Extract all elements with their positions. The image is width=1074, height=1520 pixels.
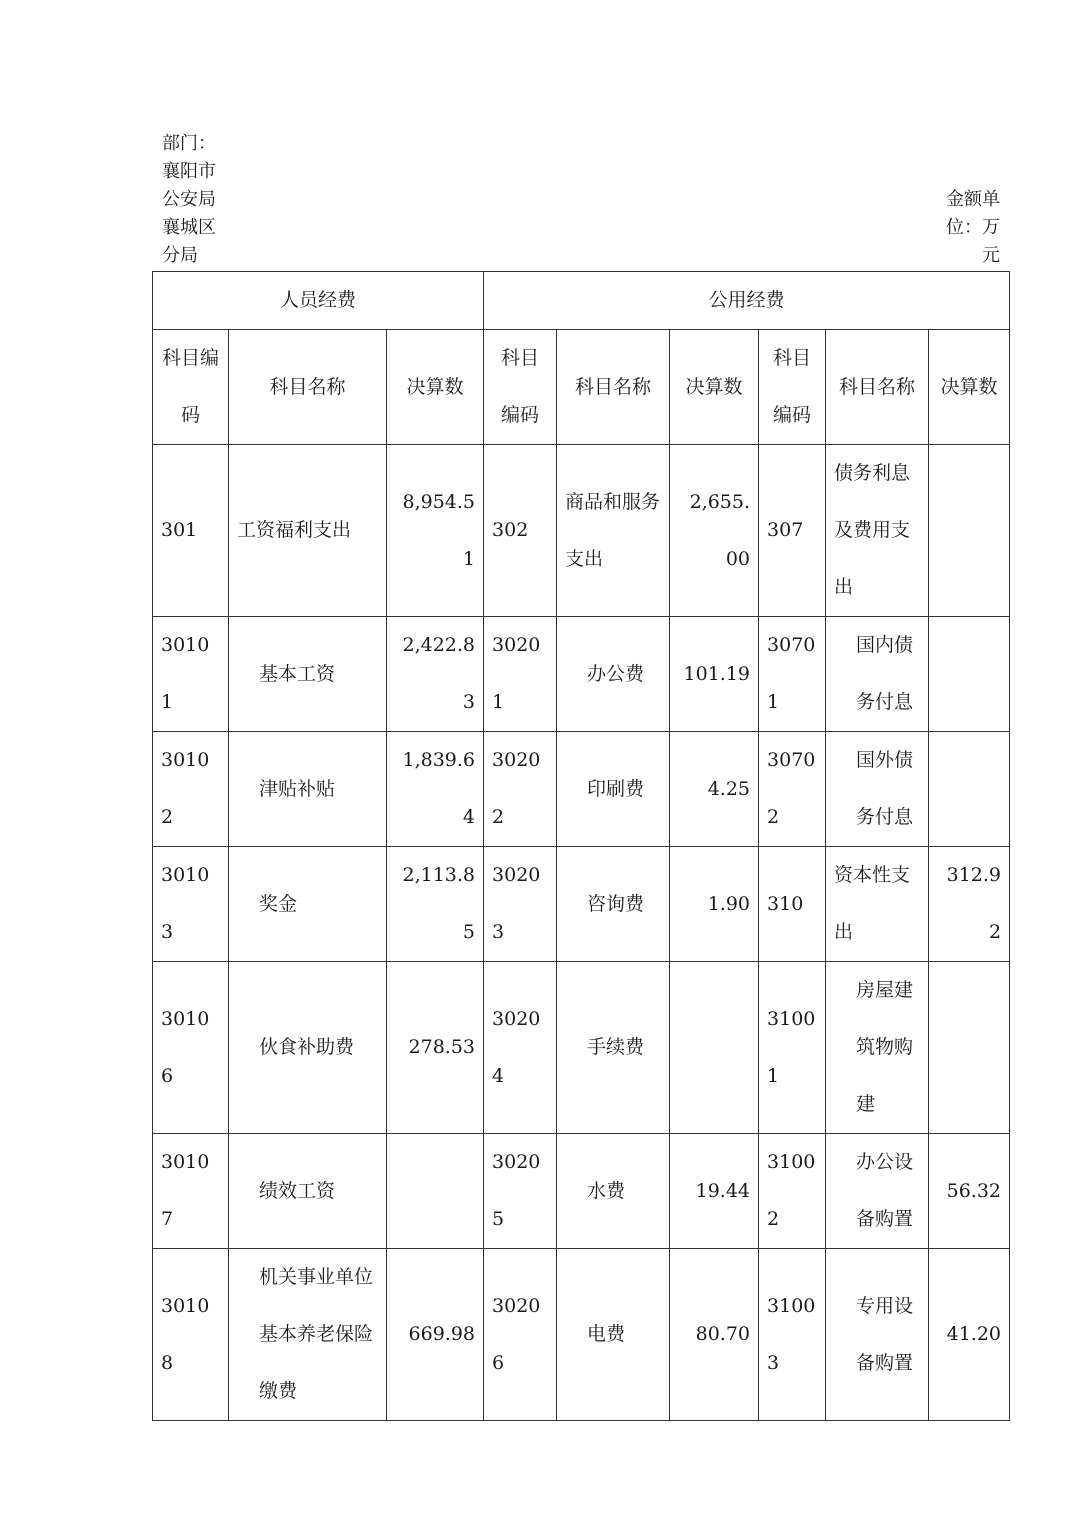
table-row [153, 617, 1010, 732]
public-name: 咨询费 [557, 847, 670, 962]
public-amount: 4.25 [670, 732, 759, 847]
personnel-amount: 2,422.83 [387, 617, 484, 732]
personnel-name: 伙食补助费 [229, 962, 387, 1134]
capital-code: 307 [759, 445, 826, 617]
public-amount: 2,655.00 [670, 445, 759, 617]
capital-code: 310 [759, 847, 826, 962]
col-header-amount: 决算数 [387, 330, 484, 445]
personnel-name: 机关事业单位基本养老保险缴费 [229, 1249, 387, 1421]
public-amount [670, 962, 759, 1134]
capital-amount: 41.20 [929, 1249, 1010, 1421]
personnel-code: 30102 [153, 732, 229, 847]
personnel-amount: 2,113.85 [387, 847, 484, 962]
personnel-code: 30107 [153, 1134, 229, 1249]
public-code: 30204 [484, 962, 557, 1134]
capital-amount [929, 962, 1010, 1134]
public-name: 印刷费 [557, 732, 670, 847]
capital-amount: 56.32 [929, 1134, 1010, 1249]
public-name: 手续费 [557, 962, 670, 1134]
capital-name: 办公设备购置 [826, 1134, 929, 1249]
col-header-name: 科目名称 [826, 330, 929, 445]
capital-code: 31003 [759, 1249, 826, 1421]
personnel-name: 绩效工资 [229, 1134, 387, 1249]
table-row [153, 732, 1010, 847]
group-personnel: 人员经费 [153, 272, 484, 330]
col-header-code: 科目编码 [484, 330, 557, 445]
table-row [153, 1134, 1010, 1249]
col-header-code: 科目编码 [153, 330, 229, 445]
capital-name: 国内债务付息 [826, 617, 929, 732]
personnel-amount: 278.53 [387, 962, 484, 1134]
capital-name: 专用设备购置 [826, 1249, 929, 1421]
group-header-row [153, 272, 1010, 330]
capital-name: 资本性支出 [826, 847, 929, 962]
column-header-row [153, 330, 1010, 445]
personnel-name: 工资福利支出 [229, 445, 387, 617]
personnel-code: 30103 [153, 847, 229, 962]
public-name: 水费 [557, 1134, 670, 1249]
group-public: 公用经费 [484, 272, 1010, 330]
col-header-amount: 决算数 [670, 330, 759, 445]
public-code: 30206 [484, 1249, 557, 1421]
public-code: 30201 [484, 617, 557, 732]
table-row [153, 1249, 1010, 1421]
capital-code: 30701 [759, 617, 826, 732]
expenditure-table [152, 271, 1010, 1421]
public-amount: 80.70 [670, 1249, 759, 1421]
table-row [153, 847, 1010, 962]
unit-label: 金额单位：万元 [946, 189, 1000, 266]
public-code: 302 [484, 445, 557, 617]
personnel-code: 30108 [153, 1249, 229, 1421]
capital-code: 30702 [759, 732, 826, 847]
personnel-name: 基本工资 [229, 617, 387, 732]
department-label: 部门：襄阳市公安局襄城区分局 [162, 133, 216, 266]
personnel-name: 奖金 [229, 847, 387, 962]
personnel-amount: 8,954.51 [387, 445, 484, 617]
col-header-name: 科目名称 [229, 330, 387, 445]
capital-name: 国外债务付息 [826, 732, 929, 847]
public-name: 办公费 [557, 617, 670, 732]
public-name: 电费 [557, 1249, 670, 1421]
col-header-amount: 决算数 [929, 330, 1010, 445]
public-amount: 1.90 [670, 847, 759, 962]
personnel-amount: 669.98 [387, 1249, 484, 1421]
col-header-name: 科目名称 [557, 330, 670, 445]
capital-name: 债务利息及费用支出 [826, 445, 929, 617]
col-header-code: 科目编码 [759, 330, 826, 445]
public-code: 30203 [484, 847, 557, 962]
personnel-amount: 1,839.64 [387, 732, 484, 847]
personnel-amount [387, 1134, 484, 1249]
capital-amount: 312.92 [929, 847, 1010, 962]
capital-code: 31002 [759, 1134, 826, 1249]
capital-code: 31001 [759, 962, 826, 1134]
table-row [153, 445, 1010, 617]
capital-name: 房屋建筑物购建 [826, 962, 929, 1134]
public-amount: 19.44 [670, 1134, 759, 1249]
capital-amount [929, 732, 1010, 847]
personnel-name: 津贴补贴 [229, 732, 387, 847]
personnel-code: 301 [153, 445, 229, 617]
capital-amount [929, 617, 1010, 732]
capital-amount [929, 445, 1010, 617]
public-amount: 101.19 [670, 617, 759, 732]
public-name: 商品和服务支出 [557, 445, 670, 617]
table-row [153, 962, 1010, 1134]
personnel-code: 30106 [153, 962, 229, 1134]
public-code: 30202 [484, 732, 557, 847]
public-code: 30205 [484, 1134, 557, 1249]
personnel-code: 30101 [153, 617, 229, 732]
